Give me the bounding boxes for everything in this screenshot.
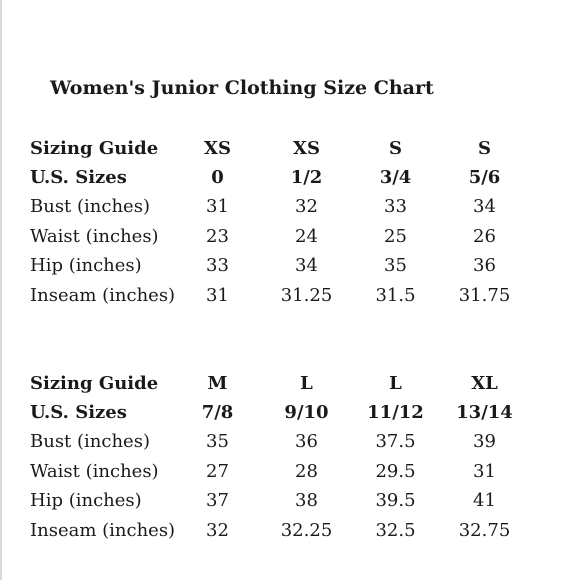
- table-cell: 36: [473, 255, 496, 277]
- size-table-2: [30, 369, 550, 545]
- table-cell: 31: [206, 284, 229, 306]
- table-cell: 33: [206, 255, 229, 277]
- table-cell: 29.5: [375, 460, 416, 482]
- table-cell: 39: [473, 431, 496, 453]
- table-cell: 1/2: [290, 167, 323, 189]
- table-cell: L: [389, 372, 402, 394]
- table-cell: 32.25: [280, 519, 333, 541]
- row-label: Waist (inches): [30, 225, 159, 247]
- table-row: [30, 369, 550, 398]
- table-cell: 26: [473, 225, 496, 247]
- table-cell: 31: [473, 460, 496, 482]
- table-cell: 23: [206, 225, 229, 247]
- table-row: [30, 457, 550, 486]
- table-cell: M: [207, 372, 228, 394]
- table-row: [30, 398, 550, 427]
- size-table-1: [30, 134, 550, 310]
- table-cell: 41: [473, 490, 496, 512]
- table-cell: 31.75: [458, 284, 511, 306]
- table-cell: 24: [295, 225, 318, 247]
- row-label: Hip (inches): [30, 255, 142, 277]
- row-label: Sizing Guide: [30, 137, 159, 159]
- table-row: [30, 516, 550, 545]
- row-label: Bust (inches): [30, 196, 150, 218]
- table-cell: 37: [206, 490, 229, 512]
- table-cell: 28: [295, 460, 318, 482]
- table-cell: XS: [293, 137, 320, 159]
- row-label: U.S. Sizes: [30, 167, 127, 189]
- table-cell: 3/4: [379, 167, 412, 189]
- table-row: [30, 222, 550, 251]
- table-cell: 32.5: [375, 519, 416, 541]
- table-cell: 35: [384, 255, 407, 277]
- table-cell: 38: [295, 490, 318, 512]
- table-cell: L: [300, 372, 313, 394]
- table-cell: S: [389, 137, 402, 159]
- table-cell: 25: [384, 225, 407, 247]
- table-cell: 33: [384, 196, 407, 218]
- table-cell: XL: [471, 372, 498, 394]
- table-cell: 0: [211, 167, 224, 189]
- table-cell: 37.5: [375, 431, 416, 453]
- table-cell: 32: [206, 519, 229, 541]
- table-cell: 31: [206, 196, 229, 218]
- table-row: [30, 134, 550, 163]
- table-row: [30, 252, 550, 281]
- table-cell: S: [478, 137, 491, 159]
- row-label: Bust (inches): [30, 431, 150, 453]
- table-cell: 35: [206, 431, 229, 453]
- row-label: U.S. Sizes: [30, 402, 127, 424]
- table-cell: 31.5: [375, 284, 416, 306]
- table-cell: 9/10: [284, 402, 329, 424]
- table-cell: 32.75: [458, 519, 511, 541]
- table-cell: 39.5: [375, 490, 416, 512]
- table-cell: XS: [204, 137, 231, 159]
- table-row: [30, 428, 550, 457]
- left-border-line: [0, 0, 2, 580]
- row-label: Inseam (inches): [30, 284, 176, 306]
- row-label: Inseam (inches): [30, 519, 176, 541]
- table-row: [30, 281, 550, 310]
- row-label: Sizing Guide: [30, 372, 159, 394]
- table-row: [30, 163, 550, 192]
- table-row: [30, 193, 550, 222]
- table-cell: 11/12: [367, 402, 424, 424]
- row-label: Hip (inches): [30, 490, 142, 512]
- table-cell: 13/14: [456, 402, 513, 424]
- table-cell: 31.25: [280, 284, 333, 306]
- table-cell: 7/8: [201, 402, 234, 424]
- table-cell: 34: [473, 196, 496, 218]
- row-label: Waist (inches): [30, 460, 159, 482]
- page-title: Women's Junior Clothing Size Chart: [50, 77, 434, 99]
- table-cell: 34: [295, 255, 318, 277]
- table-cell: 36: [295, 431, 318, 453]
- table-row: [30, 487, 550, 516]
- table-cell: 27: [206, 460, 229, 482]
- table-cell: 32: [295, 196, 318, 218]
- table-cell: 5/6: [468, 167, 501, 189]
